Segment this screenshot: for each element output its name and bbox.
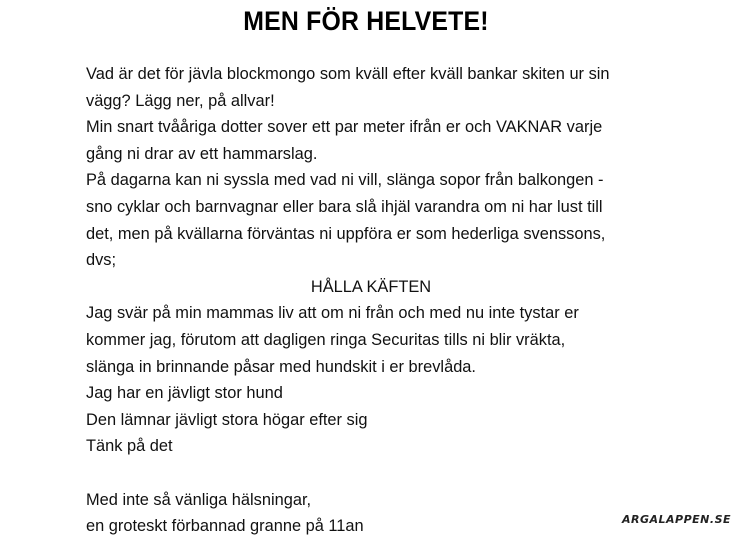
note-line: dvs; bbox=[86, 251, 117, 270]
note-line: vägg? Lägg ner, på allvar! bbox=[86, 91, 275, 110]
note-title: MEN FÖR HELVETE! bbox=[243, 6, 489, 36]
note-line: På dagarna kan ni syssla med vad ni vill, slänga sopor från balkongen - bbox=[86, 171, 604, 190]
note-line: Jag svär på min mammas liv att om ni från och med nu inte tystar er bbox=[86, 304, 579, 323]
note-line: Jag har en jävligt stor hund bbox=[86, 384, 283, 403]
signoff-line: Med inte så vänliga hälsningar, bbox=[86, 490, 312, 509]
note-line: Min snart tvååriga dotter sover ett par meter ifrån er och VAKNAR varje bbox=[86, 118, 603, 137]
note-line: gång ni drar av ett hammarslag. bbox=[86, 144, 318, 163]
note-line: sno cyklar och barnvagnar eller bara slå ihjäl varandra om ni har lust till bbox=[86, 197, 603, 216]
note-line: Vad är det för jävla blockmongo som kväll efter kväll bankar skiten ur sin bbox=[86, 65, 610, 83]
emphasis-line: HÅLLA KÄFTEN bbox=[310, 277, 432, 296]
note-line: kommer jag, förutom att dagligen ringa Securitas tills ni blir vräkta, bbox=[86, 330, 566, 349]
note-body bbox=[86, 61, 686, 540]
note-line: Den lämnar jävligt stora högar efter sig bbox=[86, 410, 368, 429]
note-line: det, men på kvällarna förväntas ni uppföra er som hederliga svenssons, bbox=[86, 224, 606, 243]
blank-line bbox=[86, 460, 686, 487]
note-line: slänga in brinnande påsar med hundskit i er brevlåda. bbox=[86, 357, 476, 376]
signoff-line: en groteskt förbannad granne på 11an bbox=[86, 517, 364, 536]
note-line: Tänk på det bbox=[86, 437, 173, 456]
watermark-logo: ARGALAPPEN.SE bbox=[622, 513, 732, 526]
